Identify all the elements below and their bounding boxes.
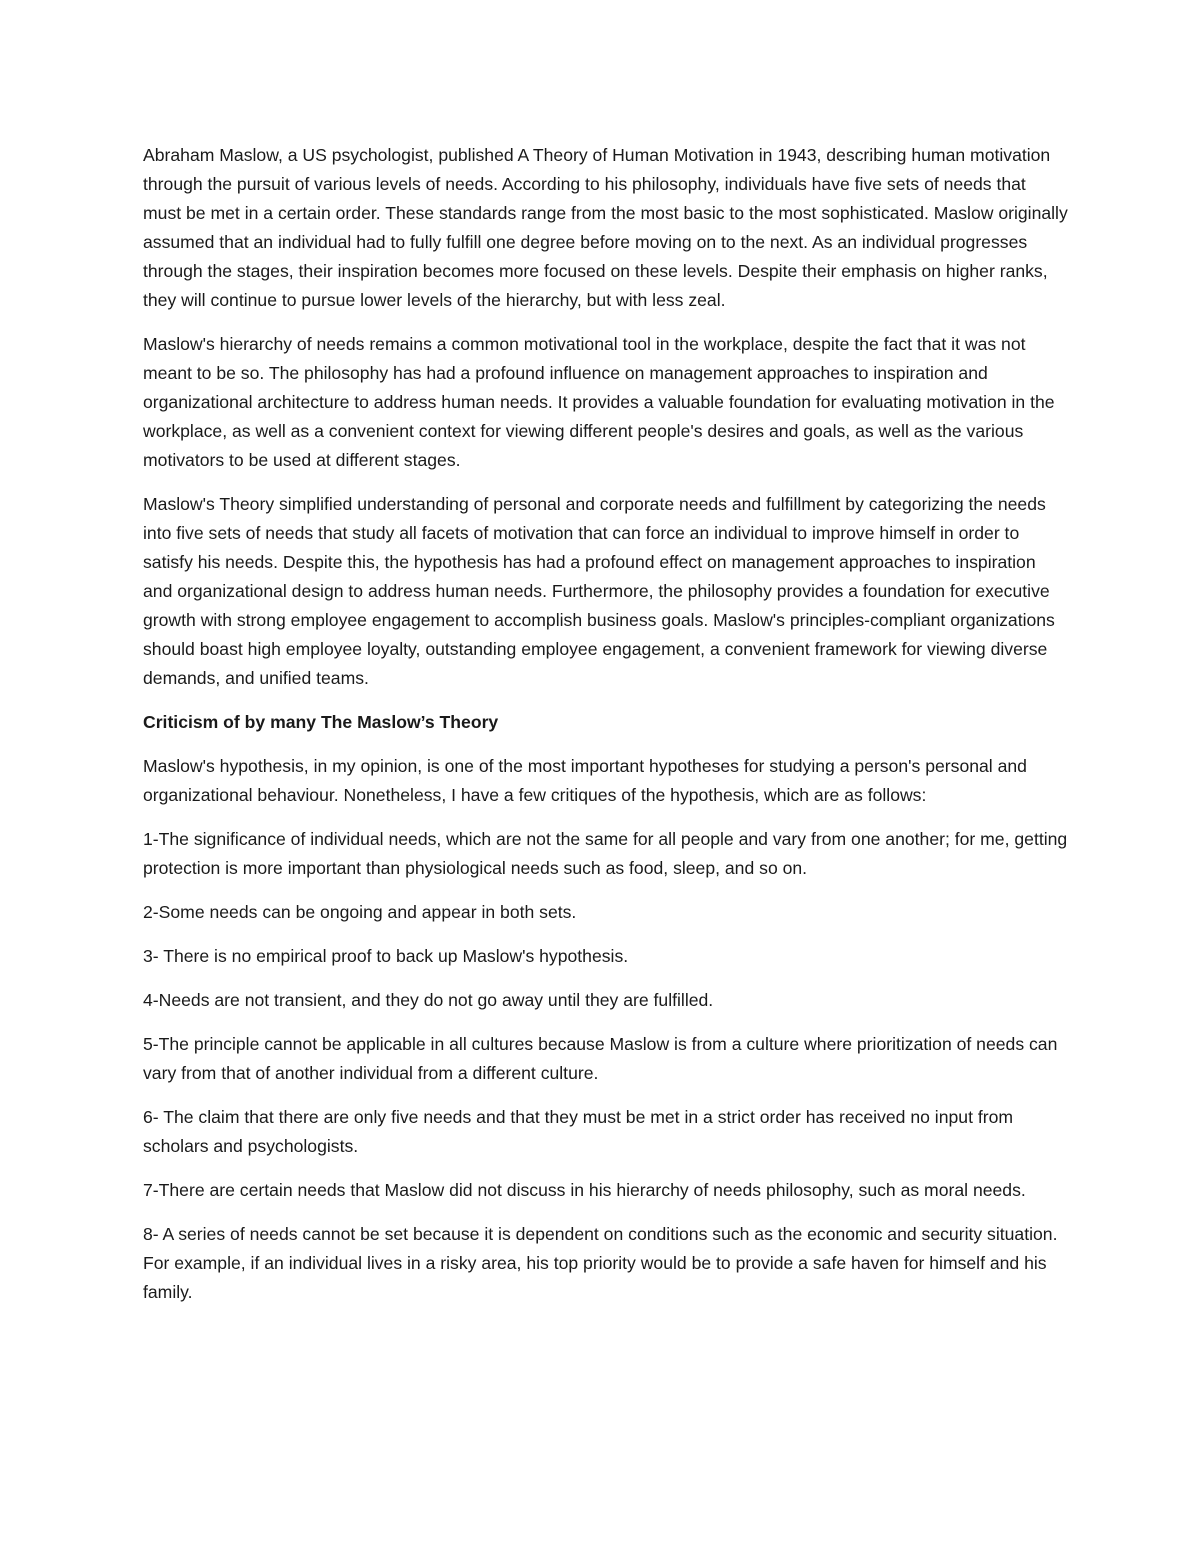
section-heading-criticism: Criticism of by many The Maslow’s Theory — [143, 712, 499, 732]
paragraph-critique-intro: Maslow's hypothesis, in my opinion, is one of the most important hypotheses for studying a person's personal and organizational behaviour. Nonetheless, I have a few critiques of the hypothesis, which are as follows: — [143, 756, 1027, 805]
paragraph-intro-maslow: Abraham Maslow, a US psychologist, published A Theory of Human Motivation in 1943, describing human motivation through the pursuit of various levels of needs. According to his philosophy, individuals have five sets of needs that must be met in a certain order. These standards range from the most basic to the most sophisticated. Maslow originally assumed that an individual had to fully fulfill one degree before moving on to the next. As an individual progresses through the stages, their inspiration becomes more focused on these levels. Despite their emphasis on higher ranks, they will continue to pursue lower levels of the hierarchy, but with less zeal. — [143, 145, 1068, 310]
critique-item-2: 2-Some needs can be ongoing and appear in both sets. — [143, 902, 577, 922]
document-body — [143, 141, 1068, 1322]
critique-item-5: 5-The principle cannot be applicable in all cultures because Maslow is from a culture where prioritization of needs can vary from that of another individual from a different culture. — [143, 1034, 1058, 1083]
critique-item-1: 1-The significance of individual needs, which are not the same for all people and vary from one another; for me, getting protection is more important than physiological needs such as food, sleep, and so on. — [143, 829, 1068, 878]
paragraph-workplace-tool: Maslow's hierarchy of needs remains a common motivational tool in the workplace, despite the fact that it was not meant to be so. The philosophy has had a profound influence on management approaches to inspiration and organizational architecture to address human needs. It provides a valuable foundation for evaluating motivation in the workplace, as well as a convenient context for viewing different people's desires and goals, as well as the various motivators to be used at different stages. — [143, 334, 1055, 470]
critique-item-8: 8- A series of needs cannot be set because it is dependent on conditions such as the economic and security situation. For example, if an individual lives in a risky area, his top priority would be to provide a safe haven for himself and his family. — [143, 1224, 1058, 1302]
paragraph-theory-simplified: Maslow's Theory simplified understanding of personal and corporate needs and fulfillment by categorizing the needs into five sets of needs that study all facets of motivation that can force an individual to improve himself in order to satisfy his needs. Despite this, the hypothesis has had a profound effect on management approaches to inspiration and organizational design to address human needs. Furthermore, the philosophy provides a foundation for executive growth with strong employee engagement to accomplish business goals. Maslow's principles-compliant organizations should boast high employee loyalty, outstanding employee engagement, a convenient framework for viewing diverse demands, and unified teams. — [143, 494, 1055, 688]
critique-item-6: 6- The claim that there are only five needs and that they must be met in a strict order has received no input from scholars and psychologists. — [143, 1107, 1014, 1156]
critique-item-4: 4-Needs are not transient, and they do not go away until they are fulfilled. — [143, 990, 714, 1010]
critique-item-7: 7-There are certain needs that Maslow did not discuss in his hierarchy of needs philosophy, such as moral needs. — [143, 1180, 1026, 1200]
critique-item-3: 3- There is no empirical proof to back up Maslow's hypothesis. — [143, 946, 629, 966]
